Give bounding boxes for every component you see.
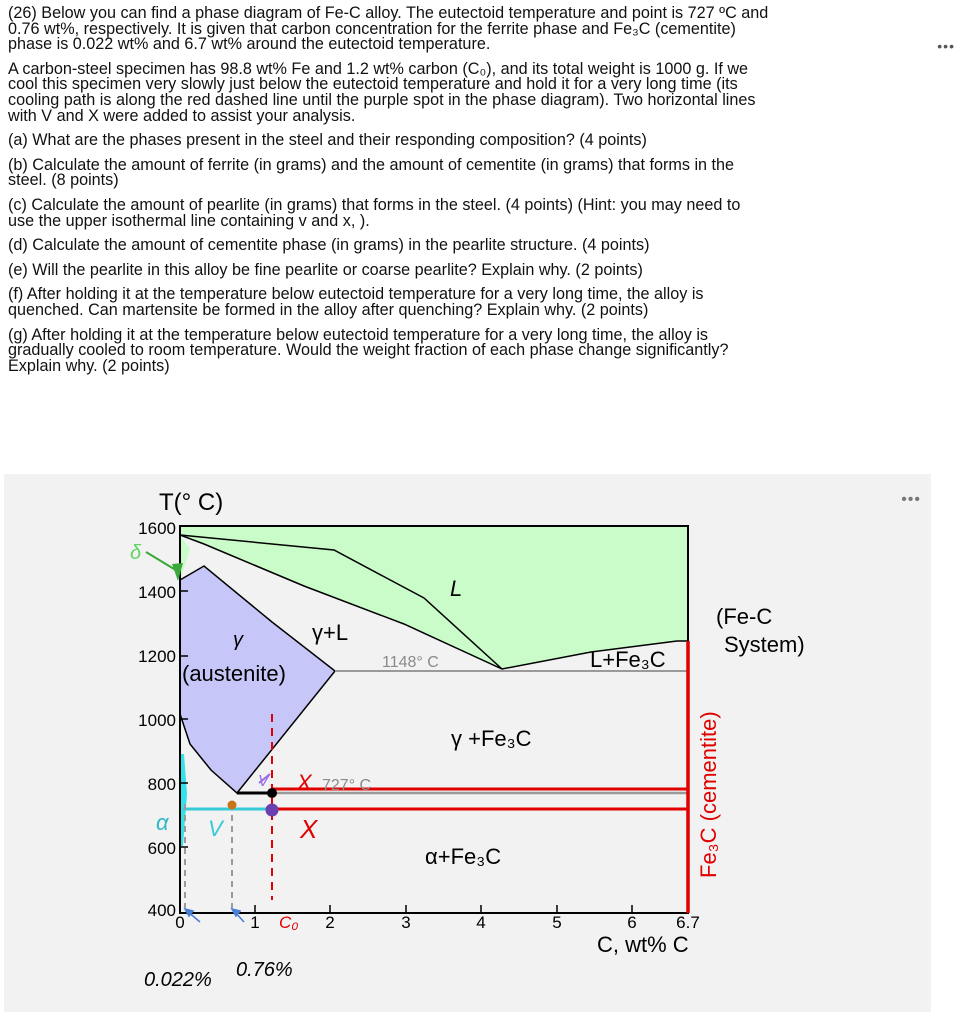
x-tick-3: 3	[401, 913, 411, 932]
eutectic-temp-label: 1148° C	[382, 654, 439, 671]
question-line: use the upper isothermal line containing v and x, ).	[8, 211, 370, 230]
y-axis-title: T(° C)	[159, 489, 224, 516]
delta-region	[180, 535, 190, 580]
question-line: cool this specimen very slowly just below the eutectoid temperature and hold it for a very long time (its	[8, 75, 738, 94]
question-line: (d) Calculate the amount of cementite phase (in grams) in the pearlite structure. (4 points)	[8, 236, 650, 255]
gamma-plus-fe3c-label: γ +Fe₃C	[451, 726, 532, 751]
question-line: (b) Calculate the amount of ferrite (in grams) and the amount of cementite (in grams) that forms in the	[8, 155, 735, 174]
question-line: (a) What are the phases present in the steel and their responding composition? (4 points)	[8, 131, 647, 150]
x-tick-5: 5	[552, 913, 562, 932]
delta-label: δ	[130, 542, 142, 564]
ferrite-percent-label: 0.022%	[144, 969, 212, 991]
question-line: 0.76 wt%, respectively. It is given that carbon concentration for the ferrite phase and Fe₃C (cementite)	[8, 19, 736, 38]
y-tick-400: 400	[147, 901, 176, 920]
alpha-plus-fe3c-label: α+Fe₃C	[425, 844, 502, 869]
gamma-label: γ	[233, 629, 243, 651]
question-line: A carbon-steel specimen has 98.8 wt% Fe and 1.2 wt% carbon (C₀), and its total weight is 1000 g. If we	[8, 59, 749, 78]
eutectoid-point	[228, 801, 237, 810]
x-tick-2: 2	[325, 913, 335, 932]
blue-arrows	[185, 909, 244, 922]
question-line: with V and X were added to assist your analysis.	[8, 106, 356, 125]
x-tick-0: 0	[175, 913, 185, 932]
x-tick-6-7: 6.7	[676, 913, 700, 932]
question-line: (f) After holding it at the temperature below eutectoid temperature for a very long time, the alloy is	[8, 285, 704, 304]
gamma-plus-l-label: γ+L	[312, 620, 349, 645]
x-tick-4: 4	[476, 913, 486, 932]
eutectoid-temp-label: 727° C	[322, 777, 372, 794]
x-axis-ticks	[255, 905, 632, 913]
upper-v-label: V	[258, 773, 269, 790]
y-tick-1000: 1000	[138, 711, 176, 730]
x-tick-1: 1	[250, 913, 260, 932]
y-tick-1200: 1200	[138, 647, 176, 666]
alpha-region	[180, 754, 187, 846]
question-line: Explain why. (2 points)	[8, 356, 170, 375]
question-line: quenched. Can martensite be formed in the alloy after quenching? Explain why. (2 points)	[8, 300, 649, 319]
alpha-label: α	[156, 810, 169, 835]
austenite-label: (austenite)	[182, 661, 286, 686]
question-text	[8, 6, 954, 374]
system-label-line2: System)	[724, 632, 805, 657]
more-options-icon[interactable]: •••	[937, 38, 955, 54]
lower-v-label: V	[208, 816, 223, 841]
question-line: (e) Will the pearlite in this alloy be fine pearlite or coarse pearlite? Explain why. (2 points)	[8, 260, 643, 279]
question-line: cooling path is along the red dashed line until the purple spot in the phase diagram). Two horizontal lines	[8, 90, 756, 109]
cementite-label: Fe₃C (cementite)	[696, 711, 721, 878]
x-axis-title: C, wt% C	[597, 932, 689, 957]
co-label: C₀	[279, 913, 299, 932]
phase-diagram-figure	[4, 474, 931, 1012]
y-tick-800: 800	[147, 775, 176, 794]
y-tick-1600: 1600	[138, 519, 176, 538]
question-line: (c) Calculate the amount of pearlite (in grams) that forms in the steel. (4 points) (Hint: you may need to	[8, 195, 741, 214]
question-line: steel. (8 points)	[8, 171, 119, 190]
y-tick-600: 600	[147, 839, 176, 858]
question-line: gradually cooled to room temperature. Would the weight fraction of each phase change significantly?	[8, 341, 729, 360]
question-line: (g) After holding it at the temperature below eutectoid temperature for a very long time, the alloy is	[8, 325, 709, 344]
lower-x-label: X	[300, 814, 318, 844]
question-line: (26) Below you can find a phase diagram of Fe-C alloy. The eutectoid temperature and point is 727 ºC and	[8, 4, 769, 22]
figure-more-icon[interactable]: •••	[901, 491, 921, 508]
phase-diagram-svg	[4, 474, 931, 1012]
question-line: phase is 0.022 wt% and 6.7 wt% around the eutectoid temperature.	[8, 35, 491, 54]
system-label-line1: (Fe-C	[716, 604, 773, 629]
purple-spot	[266, 804, 279, 817]
eutectoid-percent-label: 0.76%	[236, 959, 293, 981]
upper-x-label: X	[297, 770, 312, 795]
l-plus-fe3c-label: L+Fe₃C	[590, 647, 666, 672]
x-tick-6: 6	[627, 913, 637, 932]
y-tick-1400: 1400	[138, 583, 176, 602]
liquid-label: L	[450, 576, 463, 601]
